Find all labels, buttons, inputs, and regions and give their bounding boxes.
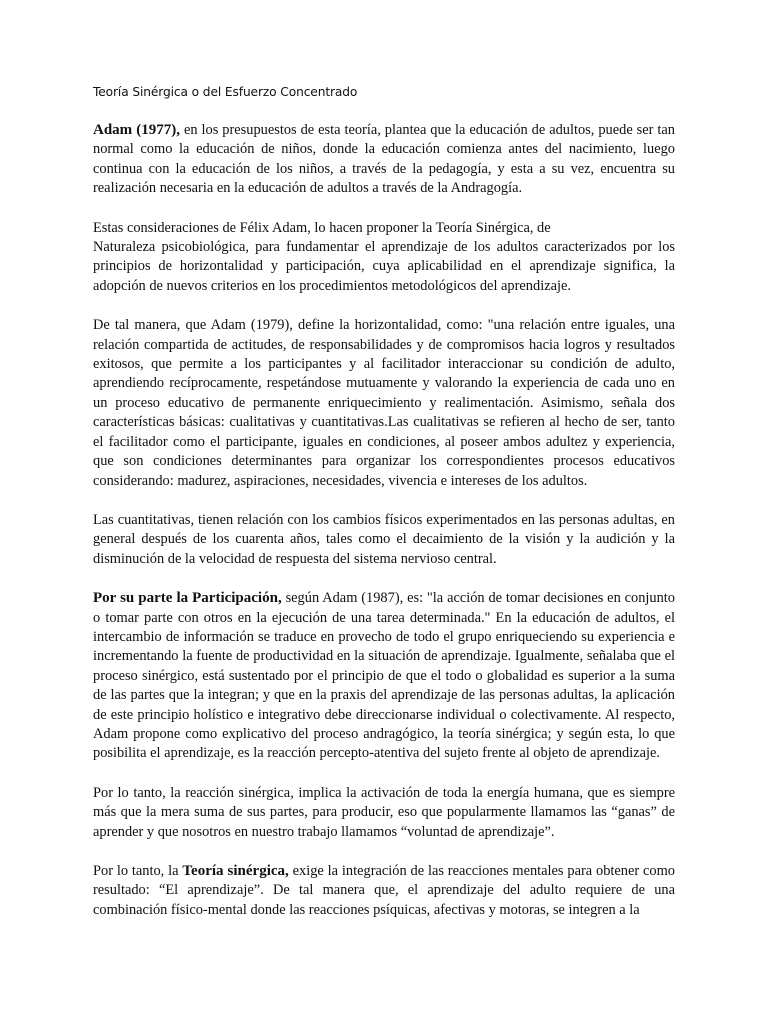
paragraph-2-first-line: Estas consideraciones de Félix Adam, lo hacen proponer la Teoría Sinérgica, de: [93, 219, 551, 236]
paragraph-6-text: Por lo tanto, la reacción sinérgica, implica la activación de toda la energía humana, que es siempre más que la mera suma de sus partes, para producir, eso que popularmente llamamos las “ganas” de aprender y que nosotros en nuestro trabajo llamamos “voluntad de aprendizaje”.: [93, 784, 675, 840]
document-page: [93, 82, 675, 940]
paragraph-5: [93, 589, 675, 764]
paragraph-7-prefix: Por lo tanto, la: [93, 863, 183, 879]
paragraph-5-text: según Adam (1987), es: "la acción de tomar decisiones en conjunto o tomar parte con otros en la ejecución de una tarea determinada." En la educación de adultos, el intercambio de información se traduce en provecho de todo el grupo enriqueciendo su experiencia e incrementando la fuente de productividad en la situación de aprendizaje. Igualmente, señalaba que el proceso sinérgico, está sustentado por el principio de que el todo o globalidad es superior a la suma de las partes que la integran; y que en la praxis del aprendizaje de las personas adultas, la aplicación de este principio holístico e integrativo debe direccionarse individual o colectivamente. Al respecto, Adam propone como explicativo del proceso andragógico, la teoría sinérgica; y según esta, lo que posibilita el aprendizaje, es la reacción percepto-atentiva del sujeto frente al objeto de aprendizaje.: [93, 590, 675, 762]
paragraph-1-lead: Adam (1977),: [93, 122, 181, 138]
paragraph-5-lead: Por su parte la Participación,: [93, 590, 282, 607]
paragraph-7: [93, 862, 675, 920]
paragraph-3-text: De tal manera, que Adam (1979), define la horizontalidad, como: "una relación entre iguales, una relación compartida de actitudes, de responsabilidades y de compromisos hacia logros y resultados exitosos, que permite a los participantes y al facilitador interaccionar su condición de adulto, aprendiendo recíprocamente, respetándose mutuamente y valorando la experiencia de cada uno en un proceso educativo de permanente enriquecimiento y realimentación. Asimismo, señala dos características básicas: cualitativas y cuantitativas.Las cualitativas se refieren al hecho de ser, tanto el facilitador como el participante, iguales en condiciones, al poseer ambos adultez y experiencia, que son condiciones determinantes para organizar los correspondientes procesos educativos considerando: madurez, aspiraciones, necesidades, vivencia e intereses de los adultos.: [93, 317, 675, 489]
paragraph-7-lead: Teoría sinérgica,: [182, 863, 289, 879]
paragraph-2-text: Naturaleza psicobiológica, para fundamentar el aprendizaje de los adultos caracterizados por los principios de horizontalidad y participación, cuya aplicabilidad en el aprendizaje significa, la adopción de nuevos criterios en los procedimientos metodológicos del aprendizaje.: [93, 239, 675, 294]
document-title: Teoría Sinérgica o del Esfuerzo Concentrado: [93, 85, 358, 99]
paragraph-7-text: exige la integración de las reacciones mentales para obtener como resultado: “El aprendizaje”. De tal manera que, el aprendizaje del adulto requiere de una combinación físico-mental donde las reacciones psíquicas, afectivas y motoras, se integren a la: [93, 863, 675, 918]
paragraph-1-text: en los presupuestos de esta teoría, plantea que la educación de adultos, puede ser tan normal como la educación de niños, donde la educación comienza antes del nacimiento, luego continua con la educación de los niños, a través de la pedagogía, y esta a su vez, encuentra su realización necesaria en la educación de adultos a través de la Andragogía.: [93, 122, 675, 197]
paragraph-1: [93, 121, 675, 199]
paragraph-2: [93, 219, 675, 297]
paragraph-4: [93, 511, 675, 569]
paragraph-3: [93, 316, 675, 491]
paragraph-4-text: Las cuantitativas, tienen relación con los cambios físicos experimentados en las personas adultas, en general después de los cuarenta años, tales como el decaimiento de la visión y la audición y la disminución de la velocidad de respuesta del sistema nervioso central.: [93, 511, 675, 567]
paragraph-6: [93, 784, 675, 842]
